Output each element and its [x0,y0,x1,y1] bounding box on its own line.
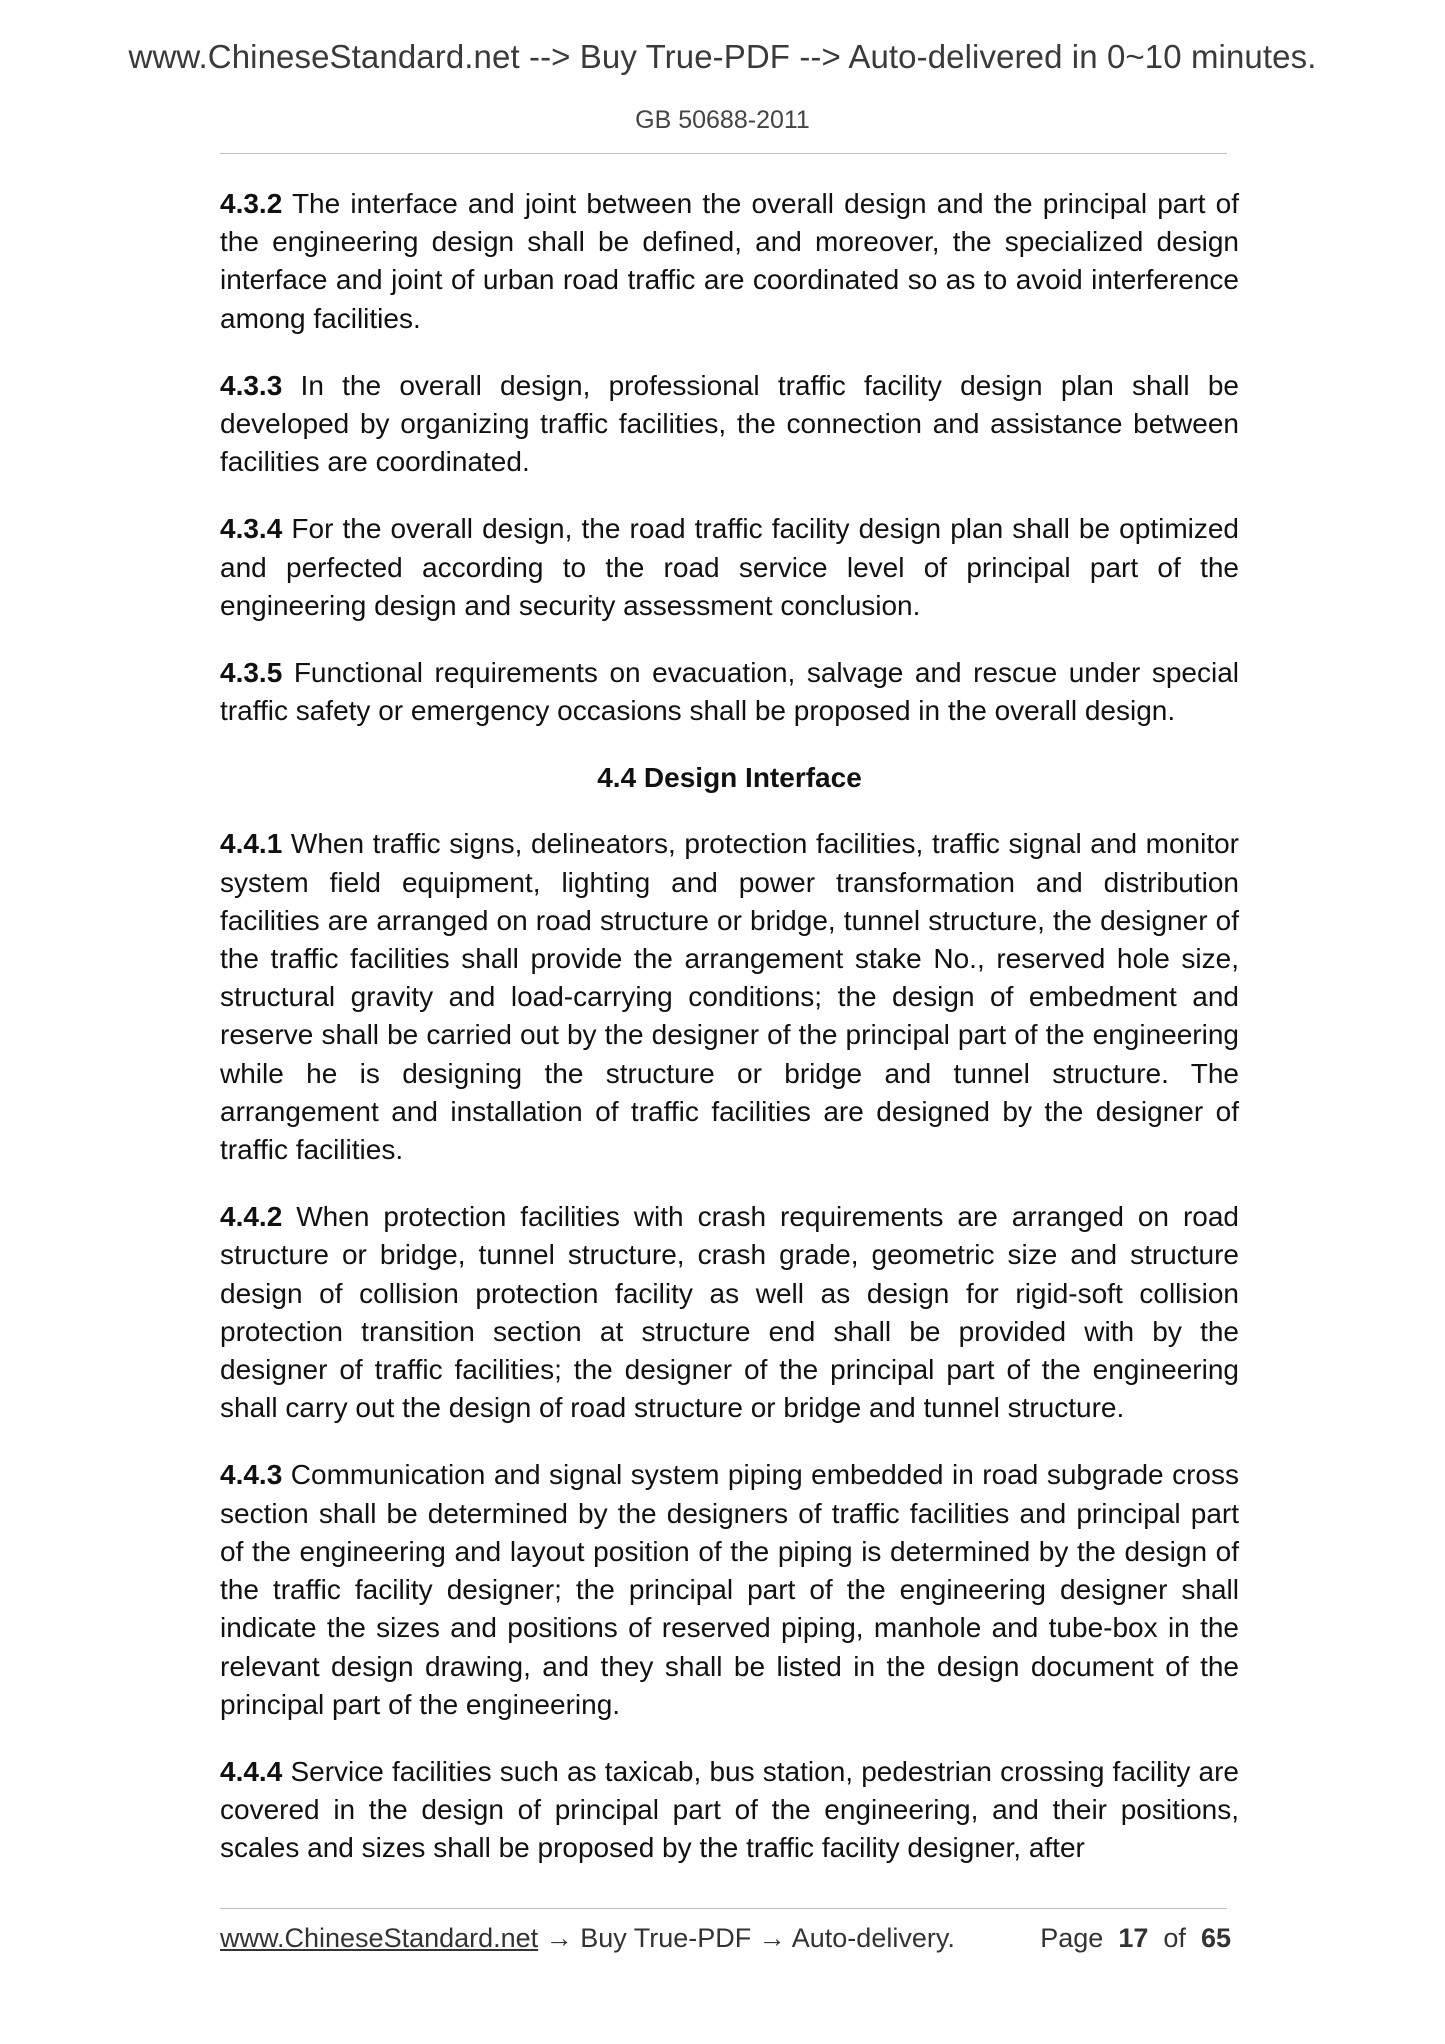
section-heading-4-4: 4.4 Design Interface [597,762,862,794]
clause-4-3-5 [220,654,1239,730]
clause-4-3-3 [220,367,1239,482]
clause-number: 4.3.3 [220,369,283,401]
total-pages: 65 [1200,1923,1231,1953]
clause-text: For the overall design, the road traffic facility design plan shall be optimized and perfected according to the road service level of principal part of the engineering design and security assessment conclusion. [220,513,1240,621]
footer-delivery-text: Auto-delivery. [791,1923,955,1953]
clause-number: 4.3.4 [220,513,283,545]
clause-text: Service facilities such as taxicab, bus station, pedestrian crossing facility are covered in the design of principal part of the engineering, and their positions, scales and sizes shall be proposed by the traffic facility designer, after [220,1755,1239,1864]
standard-number: GB 50688-2011 [635,106,810,134]
clause-text: When protection facilities with crash requirements are arranged on road structure or bridge, tunnel structure, crash grade, geometric size and structure design of collision protection facility as well as design for rigid-soft collision protection transition section at structure end shall be provided with by the designer of traffic facilities; the designer of the principal part of the engineering shall carry out the design of road structure or bridge and tunnel structure. [220,1201,1239,1424]
page-indicator [1040,1923,1231,1954]
footer-promo [220,1923,955,1954]
page-number: 17 [1118,1923,1149,1953]
header-divider [220,153,1227,154]
of-label: of [1163,1923,1186,1953]
clause-number: 4.4.1 [220,828,283,860]
clause-text: When traffic signs, delineators, protection facilities, traffic signal and monitor system field equipment, lighting and power transformation and distribution facilities are arranged on road structure or bridge, tunnel structure, the designer of the traffic facilities shall provide the arrangement stake No., reserved hole size, structural gravity and load-carrying conditions; the design of embedment and reserve shall be carried out by the designer of the principal part of the engineering while he is designing the structure or bridge and tunnel structure. The arrangement and installation of traffic facilities are designed by the designer of traffic facilities. [220,828,1240,1166]
clause-number: 4.4.2 [220,1201,283,1233]
clause-text: Communication and signal system piping embedded in road subgrade cross section shall be determined by the designers of traffic facilities and principal part of the engineering and layout position of the piping is determined by the design of the traffic facility designer; the principal part of the engineering designer shall indicate the sizes and positions of reserved piping, manhole and tube-box in the relevant design drawing, and they shall be listed in the design document of the principal part of the engineering. [220,1459,1240,1720]
arrow-right-icon: → [751,1923,792,1953]
clause-4-3-4 [220,510,1239,625]
clause-number: 4.3.5 [220,657,283,689]
arrow-right-icon: → [538,1923,581,1953]
clause-text: In the overall design, professional traffic facility design plan shall be developed by organizing traffic facilities, the connection and assistance between facilities are coordinated. [220,369,1240,478]
clause-number: 4.4.4 [220,1755,283,1787]
clause-number: 4.3.2 [220,188,283,219]
top-banner: www.ChineseStandard.net --> Buy True-PDF --> Auto-delivered in 0~10 minutes. [128,38,1317,75]
clause-4-4-2 [220,1198,1239,1427]
clause-4-3-2 [220,185,1239,338]
document-body [220,185,1239,1897]
clause-4-4-3 [220,1456,1239,1723]
clause-number: 4.4.3 [220,1459,283,1491]
clause-4-4-4 [220,1753,1239,1868]
footer-buy-text: Buy True-PDF [580,1923,752,1953]
page-label: Page [1040,1923,1104,1953]
footer-site-link[interactable]: www.ChineseStandard.net [220,1923,539,1953]
clause-text: The interface and joint between the overall design and the principal part of the engineering design shall be defined, and moreover, the specialized design interface and joint of urban road traffic are coordinated so as to avoid interference among facilities. [220,188,1239,334]
clause-text: Functional requirements on evacuation, salvage and rescue under special traffic safety or emergency occasions shall be proposed in the overall design. [220,657,1239,727]
footer-divider [220,1908,1227,1909]
clause-4-4-1 [220,825,1239,1169]
